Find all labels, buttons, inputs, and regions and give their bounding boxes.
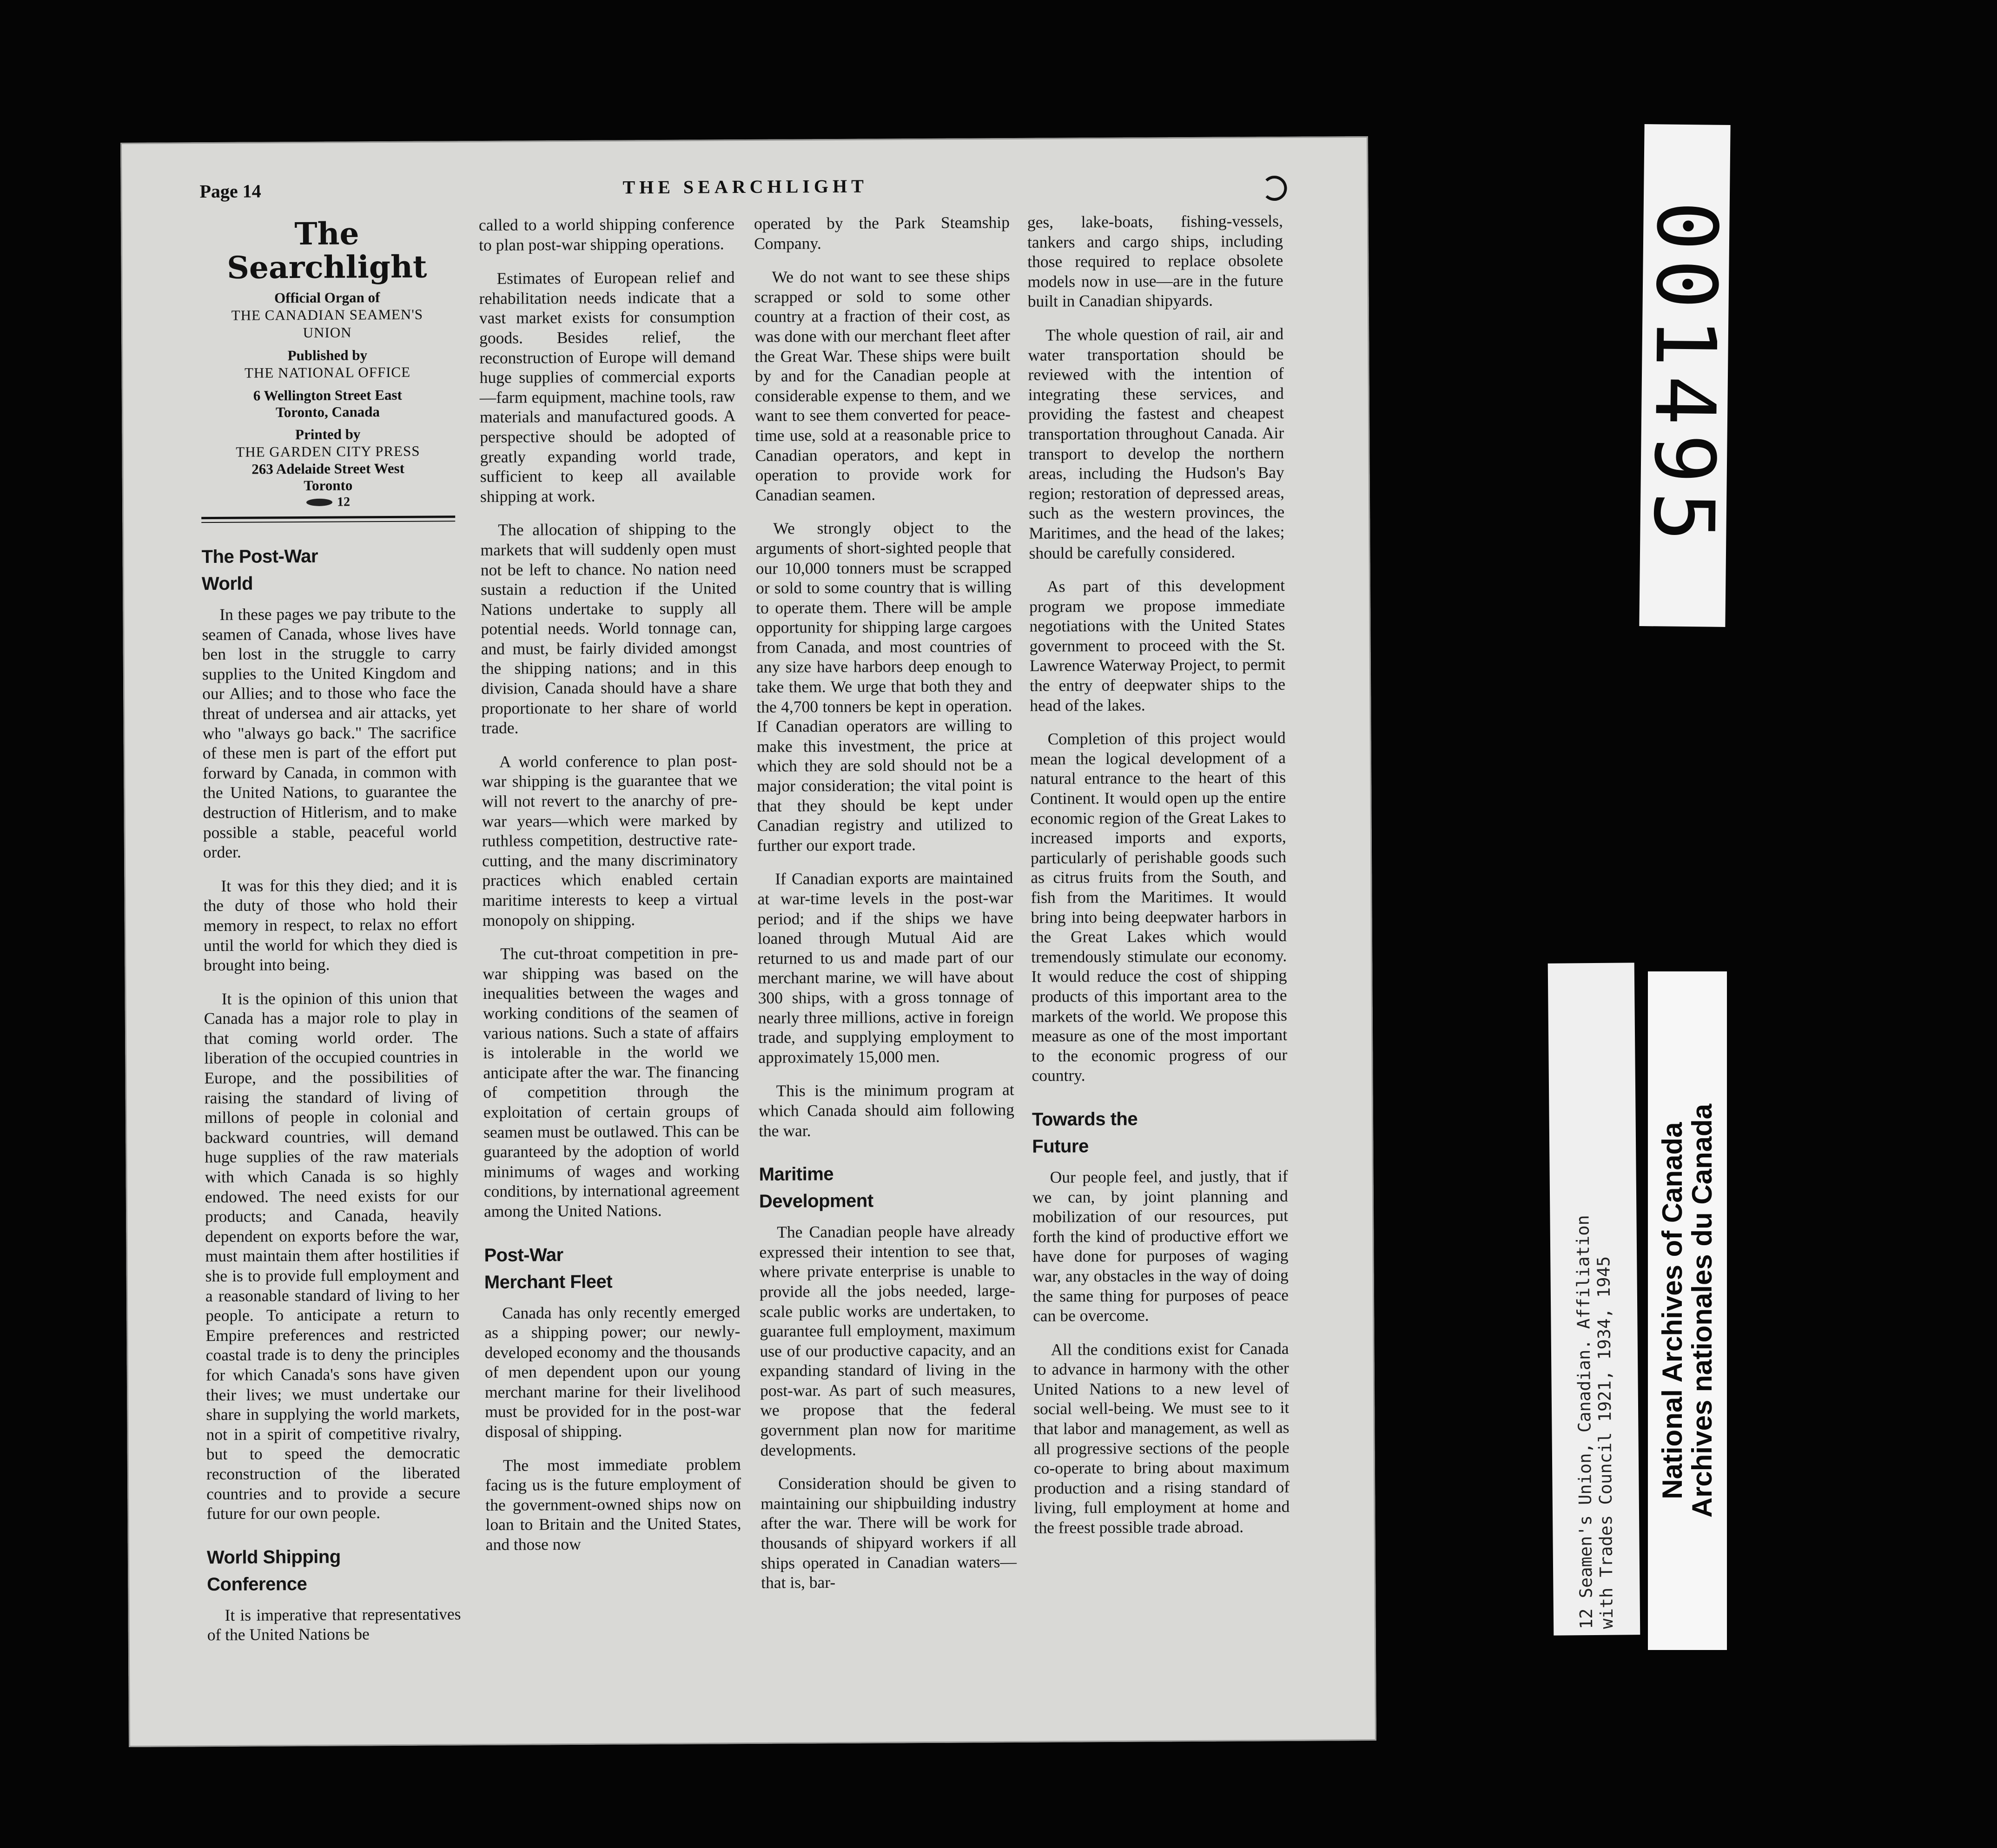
heading-line: World Shipping <box>206 1546 341 1568</box>
corner-mark-icon <box>1262 176 1287 201</box>
archive-stamp-text <box>1658 985 1717 1636</box>
section-heading <box>759 1160 1015 1215</box>
paragraph: Consideration should be given to maintaining our shipbuilding industry after the war. There will be work for thousands of shipyard workers if all ships operated in Canadian waters—that is, bar- <box>760 1473 1017 1592</box>
union-number: 12 <box>337 495 350 509</box>
file-label-line: with Trades Council 1921, 1934, 1945 <box>1594 1256 1617 1629</box>
frame-number: 001495 <box>1635 200 1735 551</box>
heading-line: Conference <box>207 1573 307 1595</box>
paragraph: We strongly object to the arguments of short-sighted people that our 10,000 tonners must be scrapped or sold to some country that is willing to operate them. There will be ample opportunity for shipping large cargoes from Canada, and most countries of any size have harbors deep enough to take them. We urge that both they and the 4,700 tonners be kept in operation. If Canadian operators are willing to make this investment, the price at which they are sold should not be a major consideration; the vital point is that they should be kept under Canadian registry and utilized to further our export trade. <box>755 518 1013 855</box>
paragraph: It was for this they died; and it is the duty of those who hold their memory in respect, to relax no effort until the world for which they died is brought into being. <box>203 875 458 975</box>
masthead-line: THE CANADIAN SEAMEN'S <box>231 306 423 323</box>
paragraph: It is imperative that representatives of the United Nations be <box>207 1604 461 1644</box>
heading-line: World <box>201 573 253 594</box>
masthead-line: Official Organ of <box>274 289 380 306</box>
column-4 <box>1027 211 1290 1551</box>
paragraph: All the conditions exist for Canada to advance in harmony with the other United Nations to a new level of social well-being. We must see to it that labor and management, as well as all progressive sections of the people co-operate to bring about maximum production and a rising standard of living, full employment at home and the freest possible trade abroad. <box>1033 1339 1290 1537</box>
paragraph: operated by the Park Steamship Company. <box>754 213 1010 253</box>
paragraph: If Canadian exports are maintained at war-time levels in the post-war period; and if the ships we have loaned through Mutual Aid are returned to us and made part of our merchant marine, we will have about 300 ships, with a gross tonnage of nearly three millions, active in foreign trade, and supplying employment to approximately 15,000 men. <box>757 868 1014 1067</box>
column-3 <box>754 212 1017 1607</box>
union-bug-icon <box>306 499 332 506</box>
archive-stamp <box>1648 971 1727 1650</box>
page-number: Page 14 <box>199 180 261 202</box>
heading-line: The Post-War <box>201 546 318 568</box>
heading-line: Maritime <box>759 1164 834 1185</box>
paragraph: As part of this development program we propose immediate negotiations with the United States government to proceed with the St. Lawrence Waterway Project, to permit the entry of deepwater ships to the head of the lakes. <box>1029 576 1286 715</box>
paragraph: The most immediate problem facing us is the future employment of the government-owned ships now on loan to Britain and the United States, and those now <box>485 1454 741 1554</box>
divider <box>201 515 455 519</box>
newspaper-page <box>120 136 1376 1747</box>
masthead-line: THE NATIONAL OFFICE <box>244 363 411 381</box>
running-header: THE SEARCHLIGHT <box>622 175 868 198</box>
masthead-title-line: Searchlight <box>227 248 427 286</box>
masthead-title-line: The <box>294 215 359 252</box>
paragraph: The cut-throat competition in pre-war shipping was based on the inequalities between the wages and working conditions of the seamen of various nations. Such a state of affairs is intolerable in the world we anticipate after the war. The financing of competition through the exploitation of certain groups of seamen must be outlawed. This can be guaranteed by the adoption of world minimums of wages and working conditions, by international agreement among the United Nations. <box>483 943 740 1221</box>
column-1 <box>200 211 461 1659</box>
frame-number-strip <box>1635 124 1735 627</box>
masthead-line: 263 Adelaide Street West <box>251 460 405 477</box>
section-heading <box>1032 1105 1288 1160</box>
section-heading <box>484 1241 740 1296</box>
paragraph: called to a world shipping conference to plan post-war shipping operations. <box>478 214 735 254</box>
masthead <box>200 216 455 523</box>
paragraph: It is the opinion of this union that Canada has a major role to play in that coming world order. The liberation of the occupied countries in Europe, and the possibilities of raising the standard of living of millons of people in colonial and backward countries, will demand huge supplies of the raw materials with which Canada is so highly endowed. The need exists for our products; and Canada, heavily dependent on exports before the war, must maintain them after hostilities if she is to provide full employment and a reasonable standard of living to her people. To anticipate a return to Empire preferences and restricted coastal trade is to deny the principles for which Canada's sons have given their lives; we must undertake our share in supplying the world markets, not in a spirit of competitive rivalry, but to speed the democratic reconstruction of the liberated countries and to provide a secure future for our own people. <box>204 988 461 1523</box>
file-label <box>1548 963 1640 1636</box>
file-label-line: 12 Seamen's Union, Canadian. Affiliation <box>1573 1214 1597 1630</box>
paragraph: The allocation of shipping to the markets that will suddenly open must not be left to chance. No nation need sustain a reduction if the United Nations undertake to supply all potential needs. World tonnage can, and must, be fairly divided amongst the shipping nations; and in this division, Canada should have a share proportionate to her share of world trade. <box>480 519 737 738</box>
section-heading <box>207 1543 461 1598</box>
paragraph: A world conference to plan post-war shipping is the guarantee that we will not revert to the anarchy of pre-war years—which were marked by ruthless competition, destructive rate-cutting, and the many discriminatory practices which enabled certain maritime interests to keep a virtual monopoly on shipping. <box>482 751 738 930</box>
section-heading <box>201 542 456 597</box>
paragraph: Estimates of European relief and rehabilitation needs indicate that a vast market exists for consumption goods. Besides relief, the reconstruction of Europe will demand huge supplies of commercial exports—farm equipment, machine tools, raw materials and manufactured goods. A perspective should be adopted of greatly expanding world trade, sufficient to keep all available shipping at work. <box>479 268 736 506</box>
paragraph: ges, lake-boats, fishing-vessels, tankers and cargo ships, including those required to replace obsolete models now in use—are in the future built in Canadian shipyards. <box>1027 211 1283 311</box>
masthead-title <box>200 216 454 284</box>
masthead-line: UNION <box>303 324 352 341</box>
file-label-text <box>1571 969 1617 1630</box>
divider <box>201 521 455 523</box>
paragraph: In these pages we pay tribute to the seamen of Canada, whose lives have ben lost in the struggle to carry supplies to the United Kingdom and our Allies; and to those who face the threat of undersea and air attacks, yet who "always go back." The sacrifice of these men is part of the effort put forward by Canada, in common with the United Nations, to guarantee the destruction of Hitlerism, and to make possible a stable, peaceful world order. <box>202 604 457 862</box>
heading-line: Post-War <box>484 1244 563 1266</box>
paragraph: The Canadian people have already expressed their intention to see that, where private enterprise is unable to provide all the jobs needed, large-scale public works are undertaken, to guarantee full employment, maximum use of our productive capacity, and an expanding standard of living in the post-war. As part of such measures, we propose that the federal government plan now for maritime developments. <box>759 1221 1016 1459</box>
heading-line: Merchant Fleet <box>484 1271 613 1293</box>
heading-line: Future <box>1032 1136 1089 1157</box>
masthead-line: 6 Wellington Street East <box>253 386 402 404</box>
masthead-line: Published by <box>287 347 368 364</box>
column-2 <box>479 214 741 1568</box>
heading-line: Development <box>759 1190 873 1212</box>
paragraph: Our people feel, and justly, that if we can, by joint planning and mobilization of our resources, put forth the kind of productive effort we have done for purposes of waging war, any obstacles in the way of doing the same thing for purposes of peace can be overcome. <box>1032 1166 1289 1325</box>
paragraph: The whole question of rail, air and water transportation should be reviewed with the intention of integrating these services, and providing the fastest and cheapest transportation throughout Canada. Air transport to develop the northern areas, including the Hudson's Bay region; restoration of depressed areas, such as the western provinces, the Maritimes, and the head of the lakes; should be carefully considered. <box>1028 324 1285 562</box>
paragraph: This is the minimum program at which Canada should aim following the war. <box>758 1080 1015 1140</box>
archive-name-en: National Archives of Canada <box>1657 1122 1688 1499</box>
paragraph: We do not want to see these ships scrapped or sold to some other country at a fraction of their cost, as was done with our merchant fleet after the Great War. These ships were built by and for the Canadian people at considerable expense to them, and we want to see them converted for peace-time use, sold at a reasonable price to Canadian operators, and kept in operation to provide work for Canadian seamen. <box>754 266 1011 504</box>
paragraph: Canada has only recently emerged as a shipping power; our newly-developed economy and the thousands of men dependent upon our young merchant marine for their livelihood must be provided for in the post-war disposal of shipping. <box>484 1302 741 1441</box>
archive-name-fr: Archives nationales du Canada <box>1686 1103 1718 1518</box>
masthead-line: THE GARDEN CITY PRESS <box>236 442 420 460</box>
masthead-line: Toronto <box>304 477 353 494</box>
masthead-line: Printed by <box>295 426 361 443</box>
heading-line: Towards the <box>1032 1109 1138 1130</box>
paragraph: Completion of this project would mean the logical development of a natural entrance to the heart of this Continent. It would open up the entire economic region of the Great Lakes to increased imports and exports, particularly of perishable goods such as citrus fruits from the South, and fish from the Maritimes. It would bring into being deepwater harbors in the Great Lakes which would tremendously stimulate our economy. It would reduce the cost of shipping products of this important area to the markets of the world. We propose this measure as one of the most important to the economic progress of our country. <box>1030 728 1288 1085</box>
masthead-line: Toronto, Canada <box>275 403 380 421</box>
union-label <box>201 494 455 510</box>
